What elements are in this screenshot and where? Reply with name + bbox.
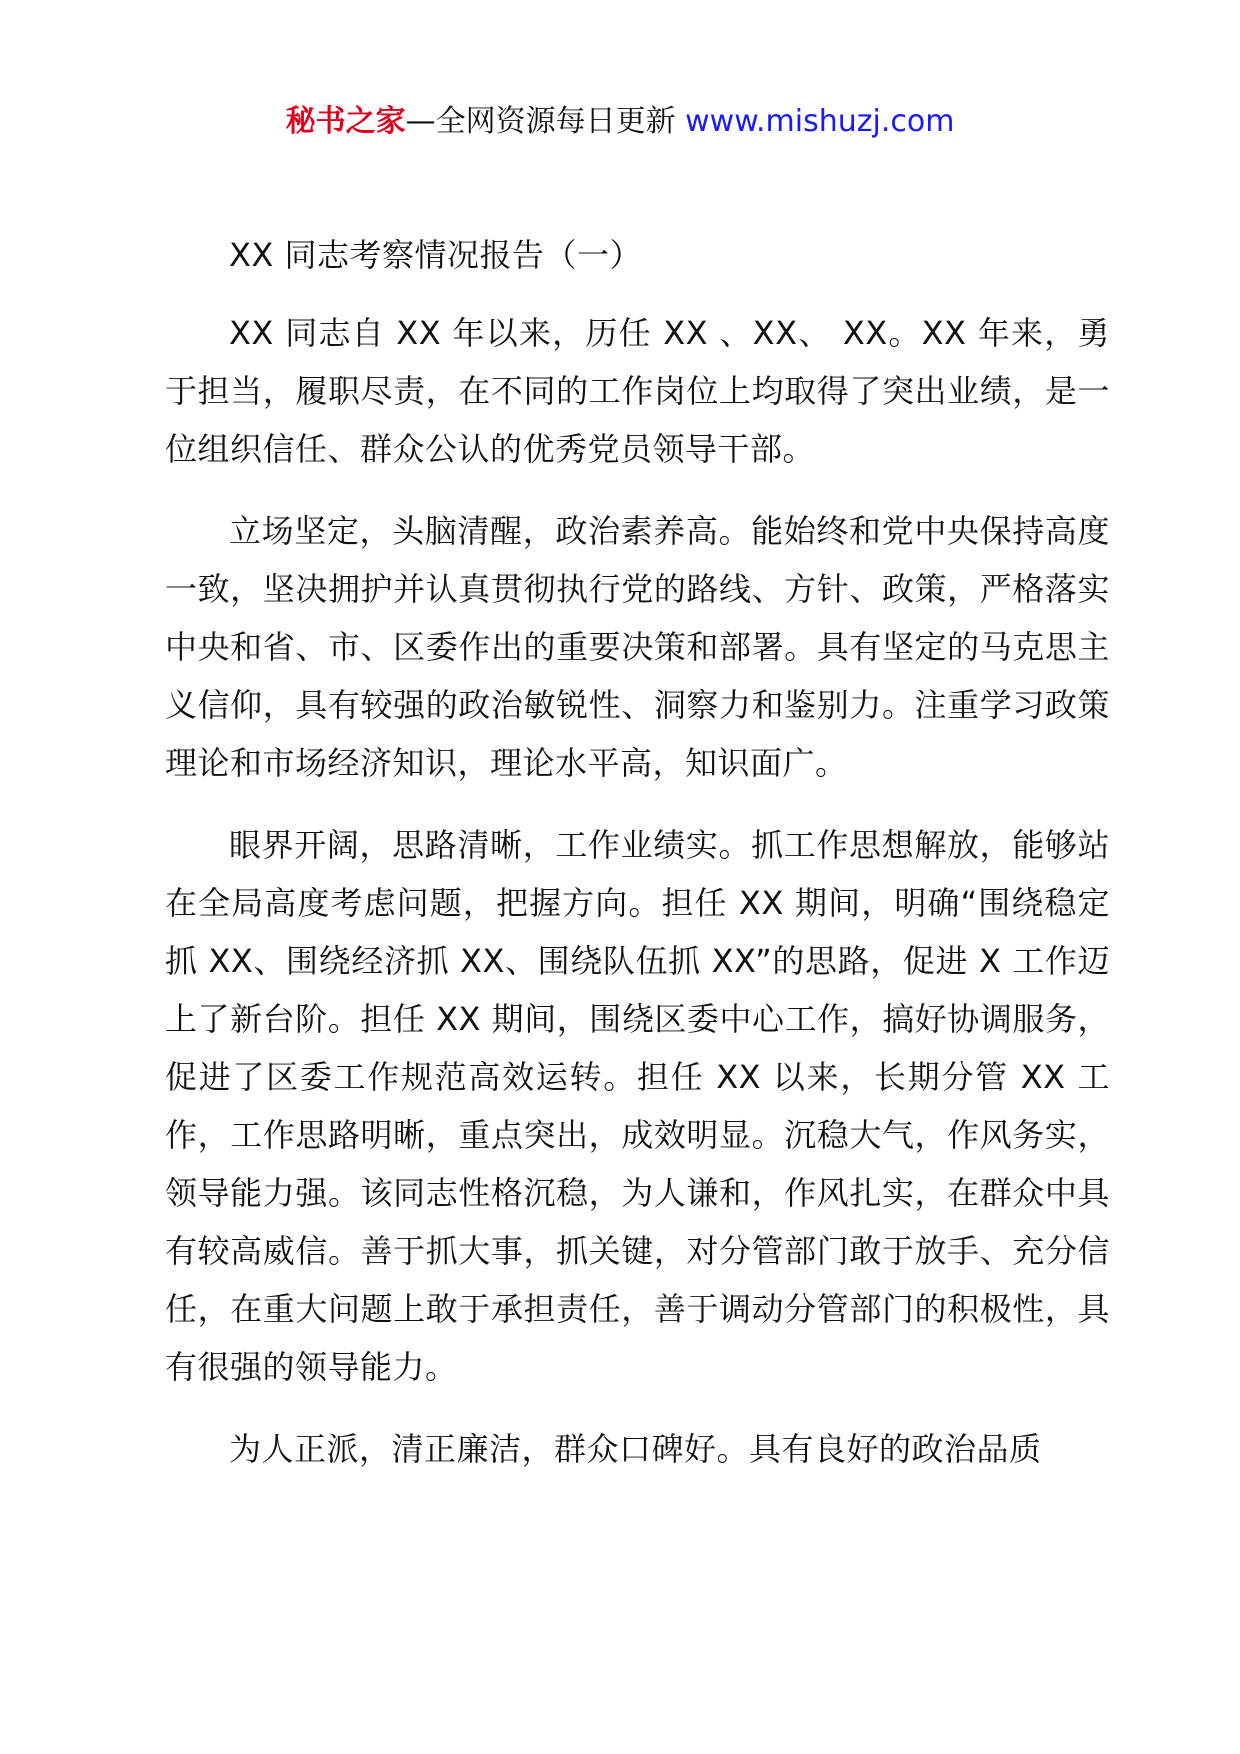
paragraph-intro: XX 同志自 XX 年以来，历任 XX 、XX、 XX。XX 年来，勇于担当，履职尽责，在不同的工作岗位上均取得了突出业绩，是一位组织信任、群众公认的优秀党员领导干部。 <box>165 314 1110 468</box>
site-url-link[interactable]: www.mishuzj.com <box>685 104 955 139</box>
site-header <box>0 102 1240 142</box>
brand-name: 秘书之家 <box>285 104 406 139</box>
paragraph-integrity: 为人正派，清正廉洁，群众口碑好。具有良好的政治品质 <box>229 1430 1042 1468</box>
header-slogan: —全网资源每日更新 <box>405 104 676 139</box>
paragraph-political-stance: 立场坚定，头脑清醒，政治素养高。能始终和党中央保持高度一致，坚决拥护并认真贯彻执行党的路线、方针、政策，严格落实中央和省、市、区委作出的重要决策和部署。具有坚定的马克思主义信仰，具有较强的政治敏锐性、洞察力和鉴别力。注重学习政策理论和市场经济知识，理论水平高，知识面广。 <box>165 512 1110 782</box>
paragraph-work-performance: 眼界开阔，思路清晰，工作业绩实。抓工作思想解放，能够站在全局高度考虑问题，把握方向。担任 XX 期间，明确“围绕稳定抓 XX、围绕经济抓 XX、围绕队伍抓 XX”的思路，促进 X 工作迈上了新台阶。担任 XX 期间，围绕区委中心工作，搞好协调服务，促进了区委工作规范高效运转。担任 XX 以来，长期分管 XX 工作，工作思路明晰，重点突出，成效明显。沉稳大气，作风务实，领导能力强。该同志性格沉稳，为人谦和，作风扎实，在群众中具有较高威信。善于抓大事，抓关键，对分管部门敢于放手、充分信任，在重大问题上敢于承担责任，善于调动分管部门的积极性，具有很强的领导能力。 <box>165 826 1110 1386</box>
document-title: XX 同志考察情况报告（一） <box>229 236 643 274</box>
document-body <box>165 226 1110 1502</box>
